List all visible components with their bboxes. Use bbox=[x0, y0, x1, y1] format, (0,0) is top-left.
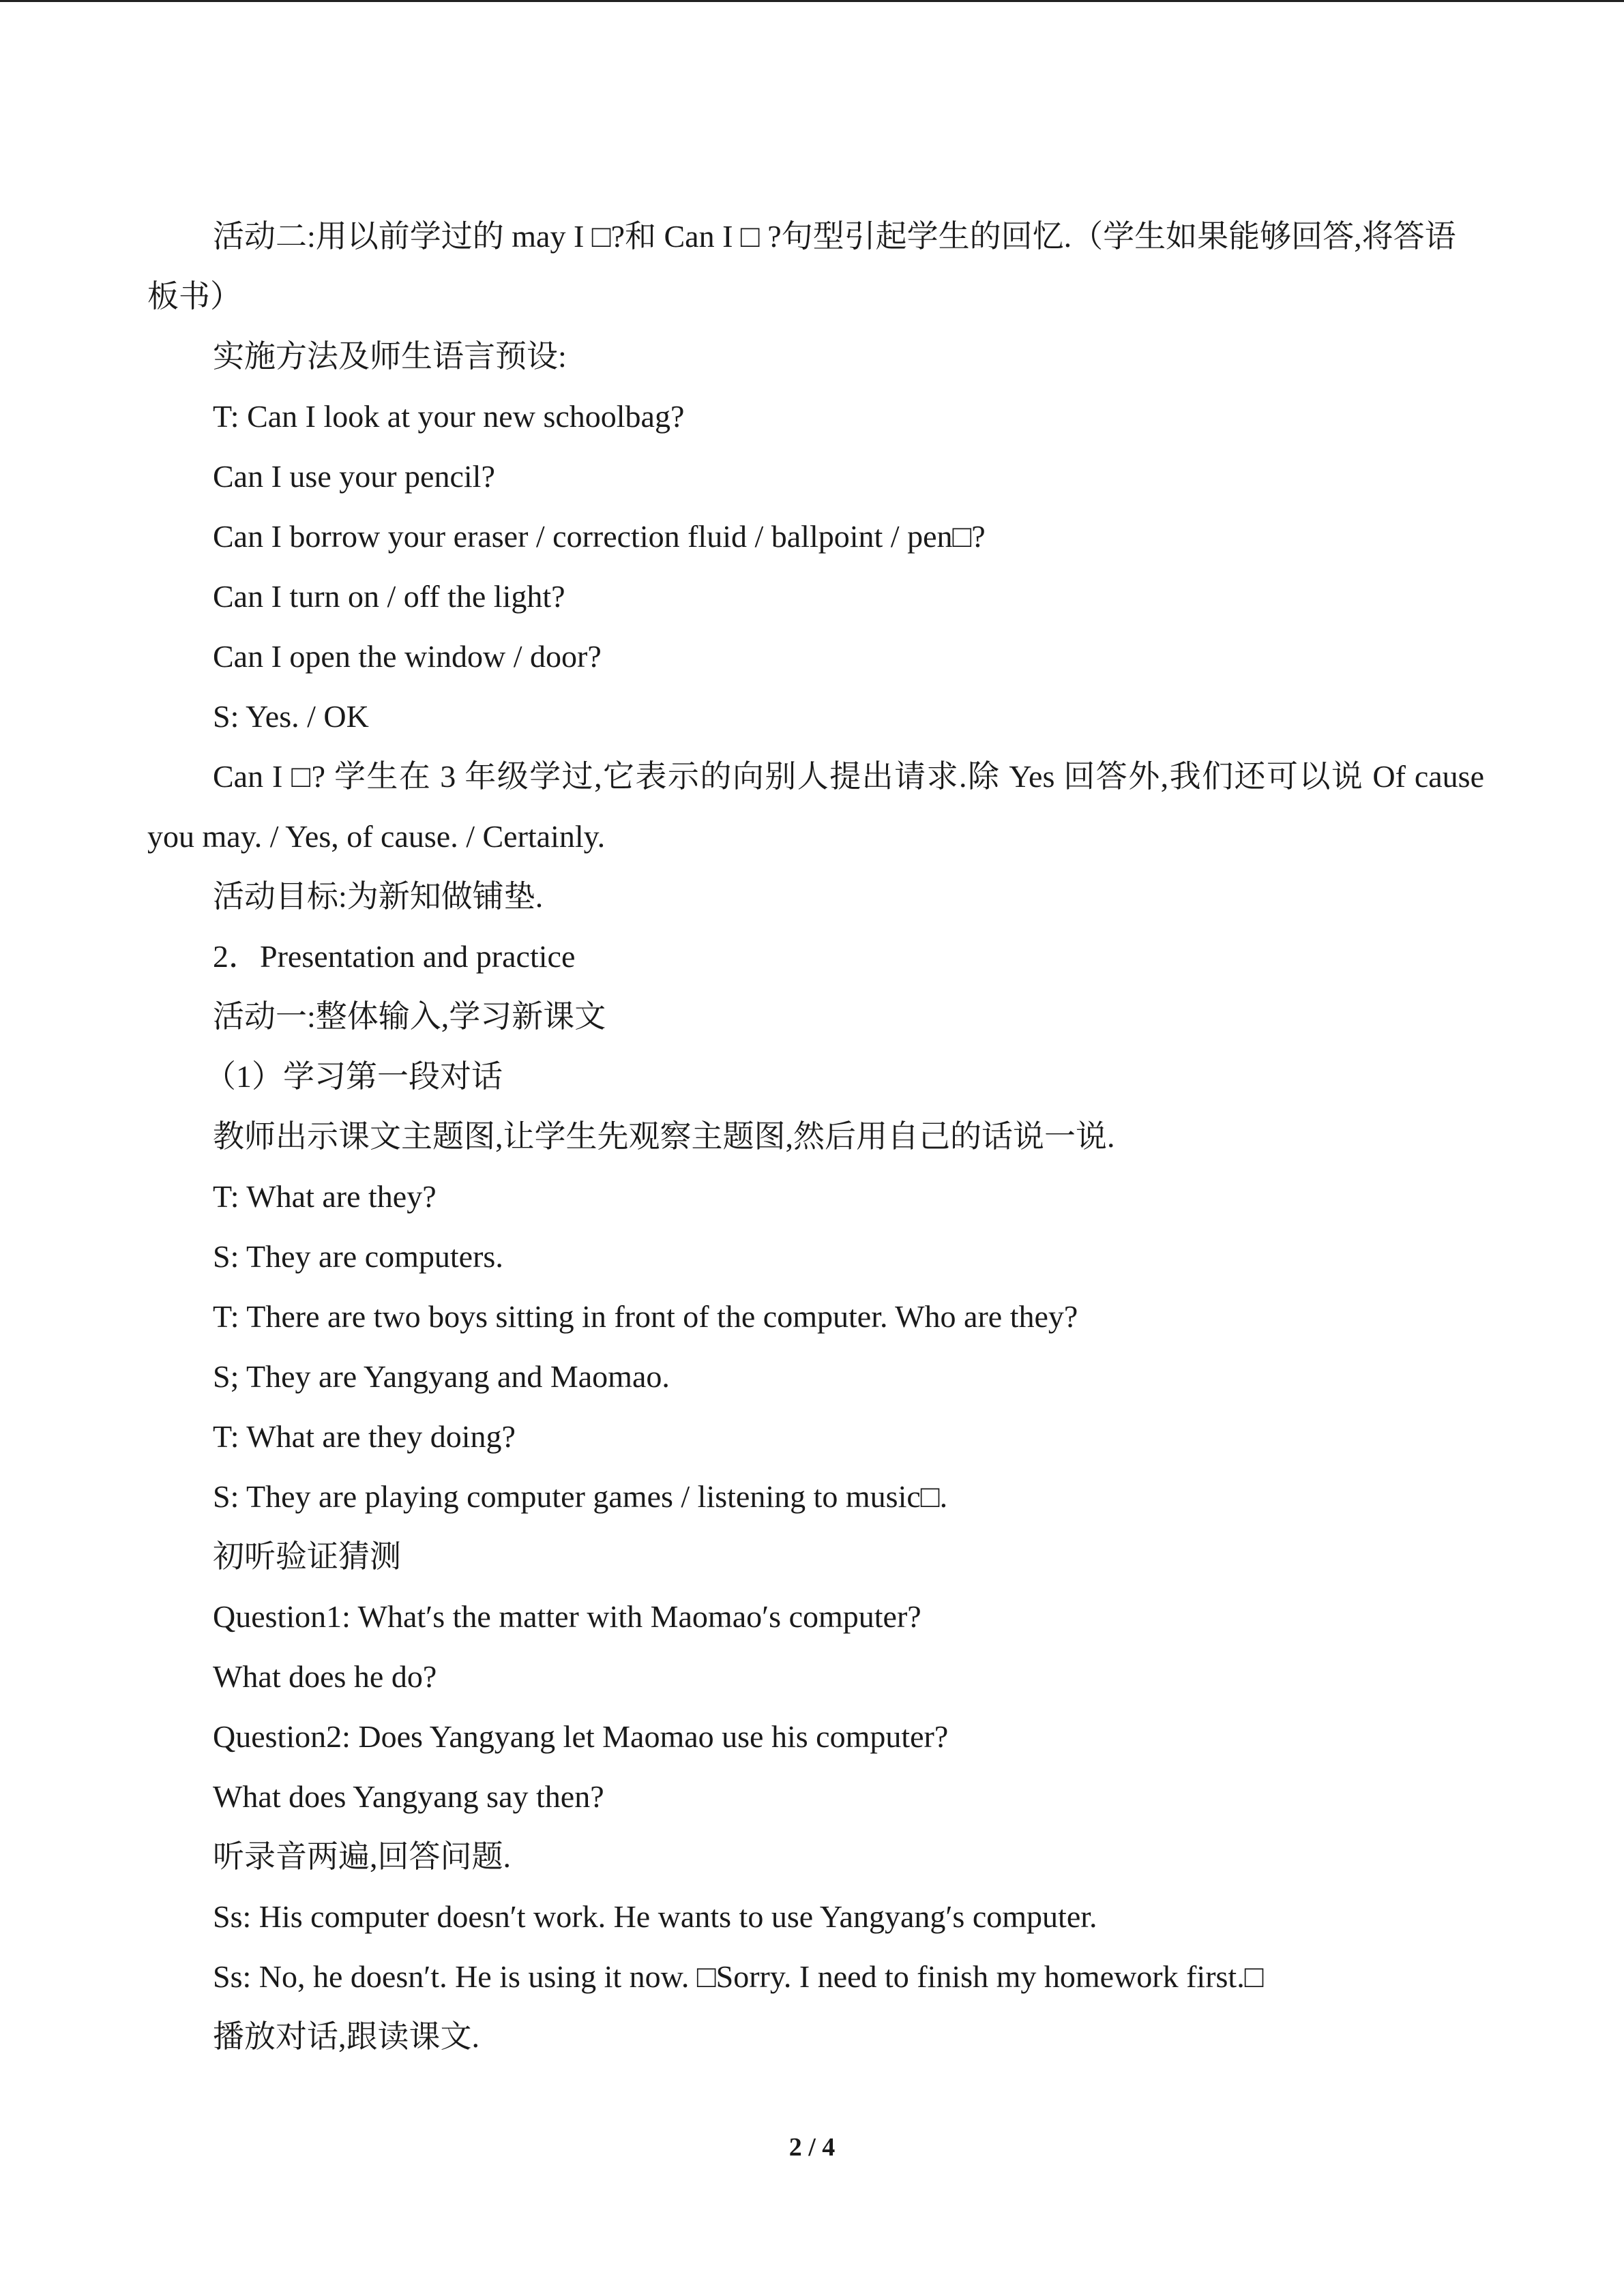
paragraph-answer: Ss: His computer doesn′t work. He wants to use Yangyang′s computer. bbox=[213, 1899, 1097, 1934]
paragraph-question: What does he do? bbox=[213, 1659, 437, 1694]
paragraph-dialogue-line: T: There are two boys sitting in front of the computer. Who are they? bbox=[213, 1299, 1078, 1334]
paragraph-step-label: 播放对话,跟读课文. bbox=[213, 2019, 479, 2054]
paragraph-step-label: 初听验证猜测 bbox=[213, 1539, 401, 1574]
paragraph-dialogue-line: S: They are computers. bbox=[213, 1239, 503, 1274]
paragraph-question: What does Yangyang say then? bbox=[213, 1779, 604, 1814]
paragraph-dialogue-line: T: What are they? bbox=[213, 1179, 437, 1214]
paragraph-dialogue-line: Can I open the window / door? bbox=[213, 639, 602, 674]
paragraph-dialogue-line: S: They are playing computer games / listening to music□. bbox=[213, 1479, 948, 1514]
paragraph-activity-one: 活动一:整体输入,学习新课文 bbox=[213, 999, 606, 1034]
paragraph-instruction: 教师出示课文主题图,让学生先观察主题图,然后用自己的话说一说. bbox=[213, 1119, 1115, 1154]
paragraph-dialogue-line: S; They are Yangyang and Maomao. bbox=[213, 1359, 670, 1394]
paragraph-dialogue-line: Can I use your pencil? bbox=[213, 459, 495, 494]
paragraph-answer: Ss: No, he doesn′t. He is using it now. □Sorry. I need to finish my homework first.□ bbox=[213, 1959, 1264, 1994]
paragraph-dialogue-line: S: Yes. / OK bbox=[213, 699, 369, 734]
paragraph-can-i-note: Can I □? 学生在 3 年级学过,它表示的向别人提出请求.除 Yes 回答外,我们还可以说 Of cause you may. / Yes, of cause. / Certainly. bbox=[147, 759, 1484, 854]
paragraph-subheading: （1）学习第一段对话 bbox=[205, 1059, 503, 1094]
document-body bbox=[147, 207, 1484, 2067]
paragraph-question: Question1: What′s the matter with Maomao′s computer? bbox=[213, 1599, 921, 1634]
paragraph-dialogue-line: T: What are they doing? bbox=[213, 1419, 516, 1454]
paragraph-dialogue-line: T: Can I look at your new schoolbag? bbox=[213, 399, 685, 434]
paragraph-activity-goal: 活动目标:为新知做铺垫. bbox=[213, 879, 544, 914]
paragraph-question: Question2: Does Yangyang let Maomao use his computer? bbox=[213, 1719, 949, 1754]
paragraph-step-label: 听录音两遍,回答问题. bbox=[213, 1839, 511, 1874]
paragraph-dialogue-line: Can I borrow your eraser / correction fluid / ballpoint / pen□? bbox=[213, 519, 986, 554]
paragraph-section-heading: 2．Presentation and practice bbox=[213, 939, 576, 974]
paragraph-activity-two: 活动二:用以前学过的 may I □?和 Can I □ ?句型引起学生的回忆.（学生如果能够回答,将答语板书） bbox=[147, 219, 1456, 314]
paragraph-dialogue-line: Can I turn on / off the light? bbox=[213, 579, 565, 614]
page-number: 2 / 4 bbox=[788, 2133, 836, 2162]
paragraph-method-heading: 实施方法及师生语言预设: bbox=[213, 339, 567, 374]
